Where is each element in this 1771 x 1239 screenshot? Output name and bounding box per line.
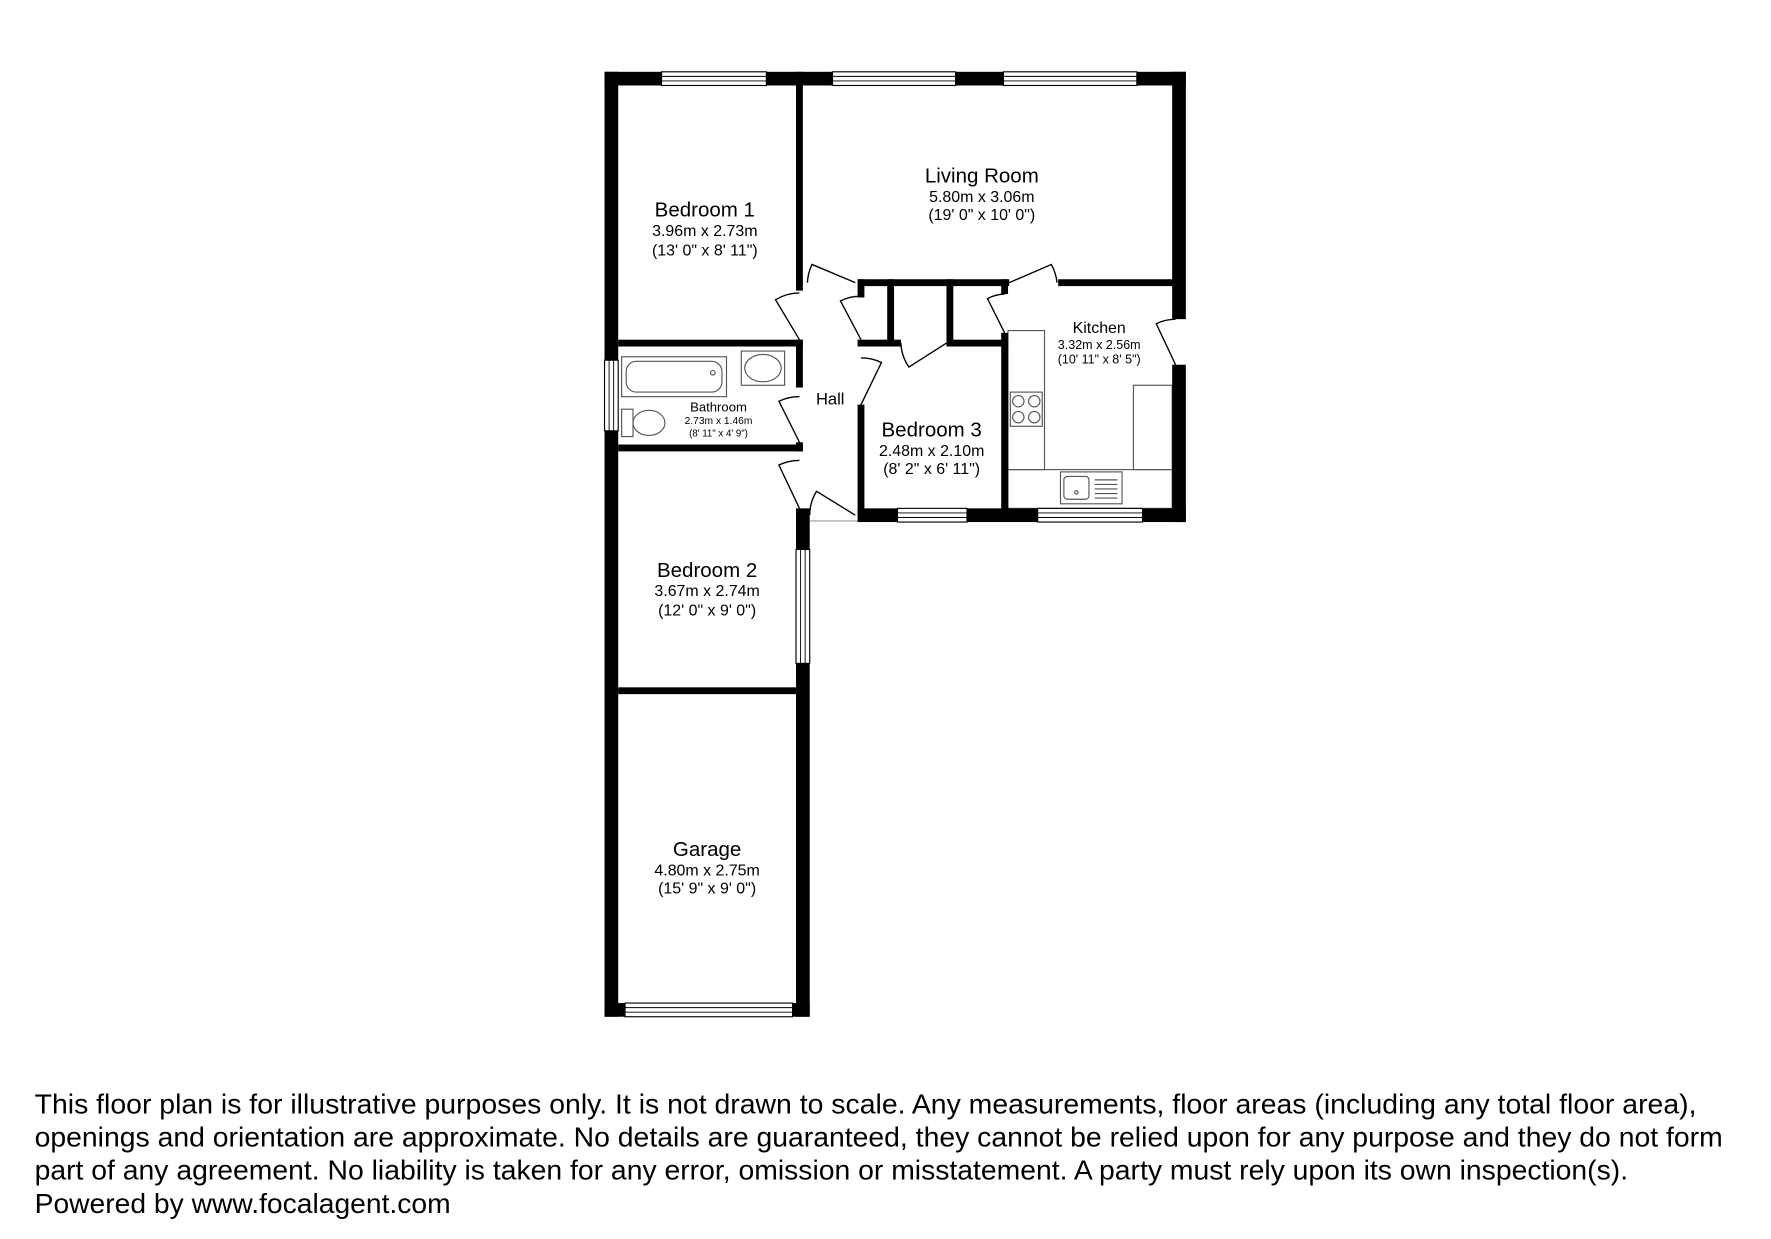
door-living-room (807, 264, 855, 282)
door-bathroom (779, 397, 800, 443)
room-label-bathroom (685, 399, 753, 439)
door-front-entrance (810, 491, 856, 515)
window-frame (1038, 508, 1143, 522)
room-name: Bathroom (690, 399, 747, 415)
room-dimensions-metric: 2.48m x 2.10m (878, 442, 985, 460)
hob-ring (1013, 411, 1024, 422)
room-name: Bedroom 2 (656, 558, 758, 582)
basin-icon (741, 351, 784, 385)
window-bathroom (605, 360, 619, 431)
window-garage-door (625, 1003, 793, 1017)
room-label-living-room (925, 164, 1039, 224)
room-name: Garage (672, 838, 742, 862)
window-frame (897, 508, 967, 522)
interior-wall-cupboard-hall-stub (858, 279, 865, 297)
room-dimensions-metric: 3.32m x 2.56m (1057, 337, 1141, 352)
room-dimensions-imperial: (15' 9" x 9' 0") (658, 880, 757, 898)
room-dimensions-metric: 3.96m x 2.73m (652, 222, 758, 240)
interior-wall-living-kitchen (1058, 279, 1179, 286)
interior-wall-living-hall (858, 279, 1010, 286)
disclaimer-line: part of any agreement. No liability is taken for any error, omission or misstatement. A party must rely upon its own inspection(s). (34, 1154, 1629, 1186)
room-labels (652, 164, 1141, 897)
room-name: Bedroom 3 (881, 418, 982, 442)
hob-icon (1010, 392, 1042, 426)
window-frame (662, 72, 767, 86)
toilet-cistern (622, 409, 633, 436)
room-name: Bedroom 1 (654, 198, 755, 222)
window-bedroom3 (897, 508, 967, 522)
room-dimensions-metric: 2.73m x 1.46m (684, 416, 753, 428)
basin-bowl (745, 354, 781, 381)
window-bedroom2 (796, 549, 810, 663)
interior-wall-bedroom2-garage (618, 687, 800, 694)
bathtub-inner (626, 361, 722, 392)
room-label-hall (816, 390, 844, 409)
room-dimensions-imperial: (19' 0" x 10' 0") (928, 206, 1036, 224)
hob-ring (1029, 411, 1040, 422)
interior-wall-cupboard-divider (946, 279, 953, 346)
interior-wall-cupboard-divider (887, 279, 894, 346)
door-kitchen-from-living-room (1009, 264, 1057, 282)
interior-wall-bedroom3-hall (858, 405, 865, 516)
door-bedroom3 (861, 358, 882, 405)
toilet-bowl (633, 410, 665, 435)
door-bedroom3-cupboard (901, 343, 947, 367)
room-name: Hall (815, 389, 845, 409)
window-frame (796, 549, 810, 663)
window-frame (605, 360, 619, 431)
door-bedroom2 (779, 460, 800, 508)
disclaimer-line: openings and orientation are approximate. No details are guaranteed, they cannot be relied upon for any purpose and they do not form (34, 1121, 1723, 1153)
bathtub-icon (622, 357, 727, 397)
credit-line: Powered by www.focalagent.com (34, 1187, 451, 1219)
exterior-wall-right-lower (1172, 365, 1186, 522)
interior-wall-bedroom3-top-right (946, 340, 1008, 347)
room-dimensions-metric: 4.80m x 2.75m (654, 862, 760, 880)
sink-icon (1060, 472, 1122, 504)
room-dimensions-metric: 5.80m x 3.06m (929, 188, 1035, 206)
hob-ring (1013, 396, 1024, 407)
door-bedroom1 (776, 293, 800, 340)
interior-wall-bedroom1-hall (796, 72, 803, 291)
door-kitchen-side (1156, 319, 1175, 365)
toilet-icon (622, 409, 665, 436)
room-label-bedroom-2 (654, 559, 759, 620)
room-dimensions-imperial: (10' 11" x 8' 5") (1057, 352, 1141, 367)
interior-wall-kitchen-left (1001, 333, 1008, 515)
window-kitchen (1038, 508, 1143, 522)
floor-plan (605, 72, 1186, 1017)
kitchen-counter-right (1133, 385, 1172, 469)
room-dimensions-imperial: (12' 0" x 9' 0") (658, 602, 757, 620)
room-label-garage (654, 838, 759, 898)
room-label-bedroom-1 (652, 199, 758, 260)
room-dimensions-imperial: (8' 2" x 6' 11") (883, 461, 981, 479)
bathtub-plug (711, 370, 716, 375)
interior-wall-cupboard-kitchen-stub (1001, 279, 1008, 294)
window-frame (625, 1003, 793, 1017)
interior-wall-bedroom3-top-left (858, 340, 901, 347)
exterior-wall-left (605, 72, 619, 1017)
room-label-kitchen (1058, 320, 1141, 367)
interior-wall-bathroom-hall-upper (796, 340, 803, 388)
interior-wall-bathroom-bedroom2 (618, 445, 803, 452)
room-label-bedroom-3 (879, 419, 984, 479)
window-bedroom1 (662, 72, 767, 86)
window-frame (832, 72, 955, 86)
window-living-room-left (832, 72, 955, 86)
hob-ring (1029, 396, 1040, 407)
window-living-room-right (1003, 72, 1136, 86)
room-name: Living Room (924, 164, 1039, 188)
disclaimer-line: This floor plan is for illustrative purposes only. It is not drawn to scale. Any measurements, floor areas (including any total floor area), (34, 1088, 1697, 1120)
room-dimensions-imperial: (8' 11" x 4' 9") (689, 428, 748, 440)
room-dimensions-imperial: (13' 0" x 8' 11") (651, 242, 758, 260)
sink-drain (1075, 491, 1078, 494)
sink-bowl (1064, 476, 1089, 499)
window-frame (1003, 72, 1136, 86)
disclaimer (35, 1089, 1723, 1219)
door-kitchen-cupboard (988, 294, 1005, 333)
room-dimensions-metric: 3.67m x 2.74m (654, 583, 760, 601)
interior-wall-bedroom1-bathroom (618, 340, 803, 347)
room-name: Kitchen (1072, 319, 1126, 337)
door-hall-cupboard (840, 296, 861, 339)
